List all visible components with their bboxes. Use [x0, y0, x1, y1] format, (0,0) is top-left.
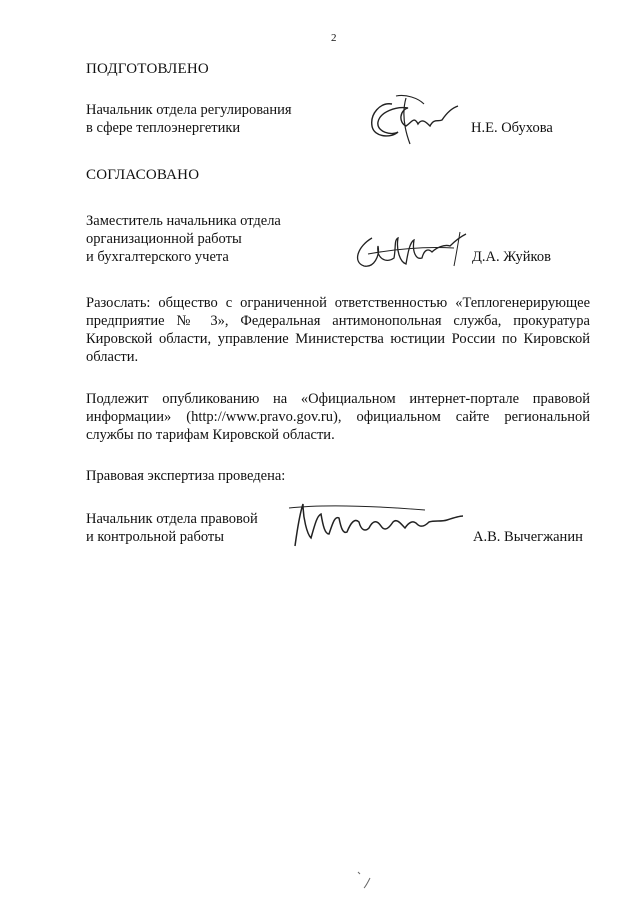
agreed-heading: СОГЛАСОВАНО [86, 167, 200, 183]
publication-paragraph: Подлежит опубликованию на «Официальном интернет-портале правовой информации» (http://www.pravo.gov.ru), официальном сайте региональной службы по тарифам Кировской области. [86, 391, 590, 443]
legal-review-signature [285, 498, 465, 550]
prepared-position-line2: в сфере теплоэнергетики [86, 120, 241, 136]
legal-review-position-line1: Начальник отдела правовой [86, 511, 258, 527]
prepared-name: Н.Е. Обухова [471, 120, 553, 136]
legal-review-statement: Правовая экспертиза проведена: [86, 468, 286, 484]
legal-review-position-line2: и контрольной работы [86, 529, 224, 545]
agreed-position [86, 212, 281, 266]
agreed-position-line2: организационной работы [86, 231, 242, 247]
legal-review-name: А.В. Вычегжанин [473, 529, 583, 545]
prepared-position-line1: Начальник отдела регулирования [86, 102, 292, 118]
agreed-position-line3: и бухгалтерского учета [86, 249, 229, 265]
prepared-heading: ПОДГОТОВЛЕНО [86, 61, 209, 77]
legal-review-position [86, 510, 258, 546]
agreed-signature [350, 228, 470, 274]
page-number: 2 [331, 32, 337, 44]
distribution-paragraph: Разослать: общество с ограниченной ответственностью «Теплогенерирующее предприятие № 3», Федеральная антимонопольная служба, прокуратура Кировской области, управление Министерства юстиции России по Кировской области. [86, 295, 590, 365]
prepared-position [86, 101, 292, 137]
scan-artifact [352, 862, 382, 895]
agreed-name: Д.А. Жуйков [472, 249, 551, 265]
prepared-signature [362, 92, 462, 150]
agreed-position-line1: Заместитель начальника отдела [86, 213, 281, 229]
